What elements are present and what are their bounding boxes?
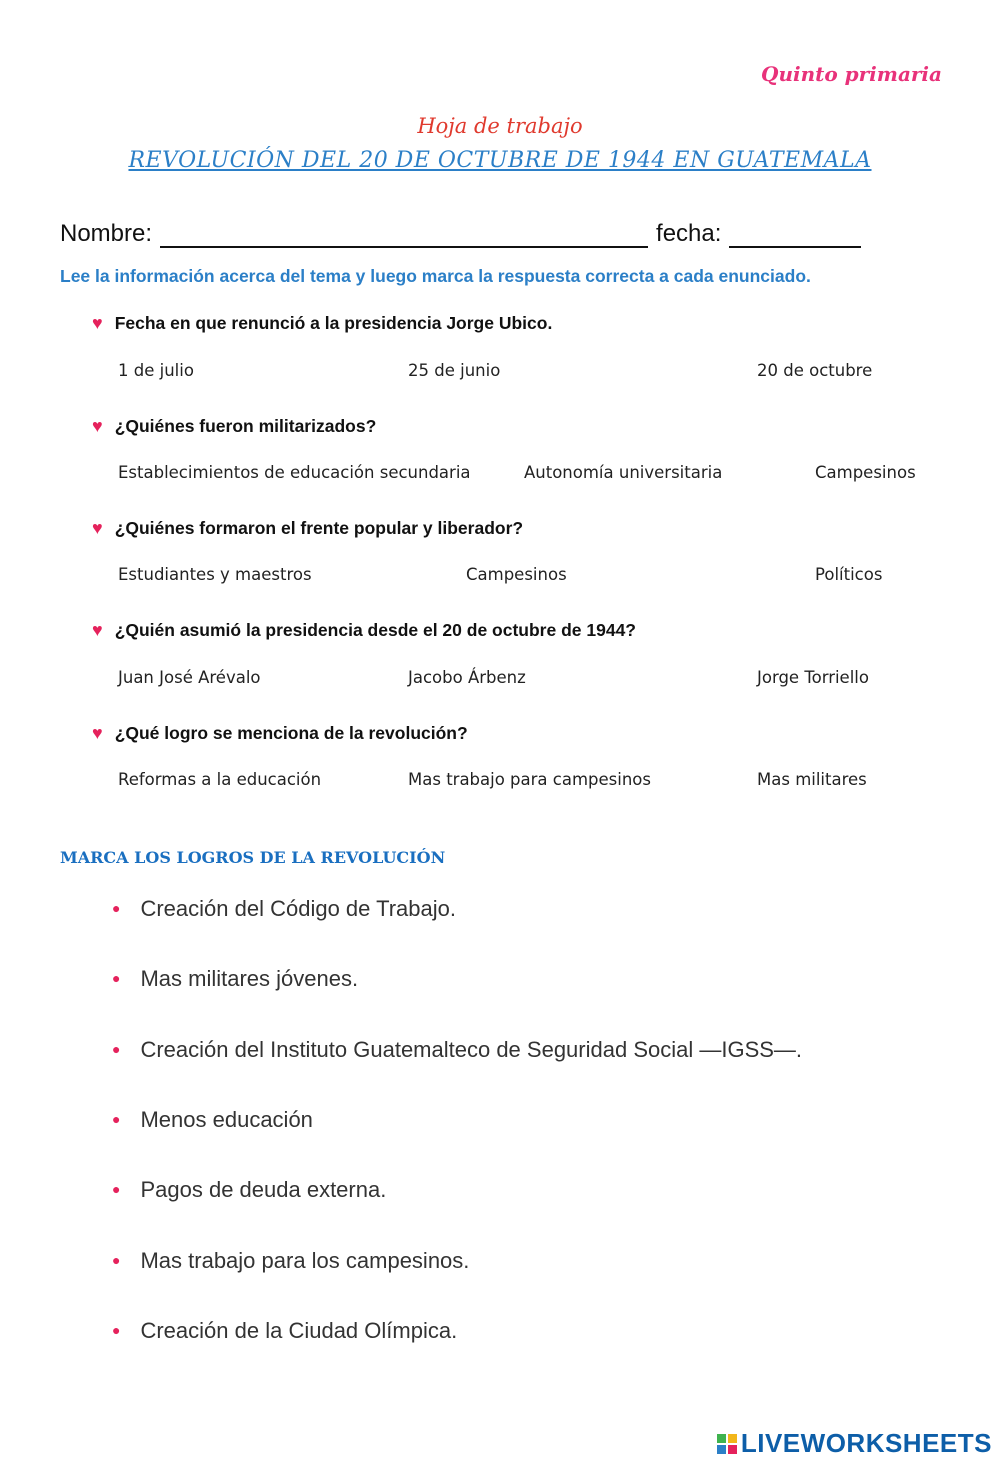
question-3	[92, 518, 523, 539]
option-4-c[interactable]: Jorge Torriello	[757, 668, 869, 687]
name-date-row	[60, 220, 869, 248]
footer-brand	[717, 1428, 992, 1459]
question-text: ¿Quiénes formaron el frente popular y liberador?	[114, 518, 524, 538]
heart-icon: ♥	[92, 313, 103, 333]
name-label: Nombre:	[60, 220, 153, 247]
achievement-item-7[interactable]	[112, 1318, 457, 1344]
heart-icon: ♥	[92, 620, 103, 640]
heart-icon: ♥	[92, 723, 103, 743]
liveworksheets-logo-icon	[717, 1434, 737, 1454]
achievement-text: Menos educación	[140, 1107, 313, 1132]
page-title: REVOLUCIÓN DEL 20 DE OCTUBRE DE 1944 EN GUATEMALA	[128, 148, 872, 173]
achievement-text: Creación del Instituto Guatemalteco de Seguridad Social —IGSS—.	[140, 1037, 803, 1062]
question-text: ¿Qué logro se menciona de la revolución?	[114, 723, 468, 743]
achievement-text: Pagos de deuda externa.	[140, 1177, 387, 1202]
option-3-b[interactable]: Campesinos	[466, 565, 567, 584]
option-3-c[interactable]: Políticos	[815, 565, 883, 584]
achievement-item-1[interactable]	[112, 896, 456, 922]
option-4-b[interactable]: Jacobo Árbenz	[408, 668, 526, 687]
option-5-b[interactable]: Mas trabajo para campesinos	[408, 770, 651, 789]
option-5-c[interactable]: Mas militares	[757, 770, 867, 789]
option-2-b[interactable]: Autonomía universitaria	[524, 463, 723, 482]
option-1-c[interactable]: 20 de octubre	[757, 361, 873, 380]
achievement-item-6[interactable]	[112, 1248, 469, 1274]
date-field[interactable]	[729, 224, 861, 248]
achievement-item-5[interactable]	[112, 1177, 386, 1203]
option-5-a[interactable]: Reformas a la educación	[118, 770, 322, 789]
name-field[interactable]	[160, 224, 648, 248]
achievement-text: Mas trabajo para los campesinos.	[140, 1248, 470, 1273]
bullet-icon: ●	[112, 1252, 121, 1268]
worksheet-subtitle: Hoja de trabajo	[417, 114, 583, 138]
question-2	[92, 416, 376, 437]
achievement-text: Creación del Código de Trabajo.	[140, 896, 456, 921]
question-5	[92, 723, 468, 744]
achievement-item-4[interactable]	[112, 1107, 313, 1133]
question-text: Fecha en que renunció a la presidencia Jorge Ubico.	[114, 313, 553, 333]
achievement-text: Creación de la Ciudad Olímpica.	[140, 1318, 458, 1343]
bullet-icon: ●	[112, 1181, 121, 1197]
option-1-a[interactable]: 1 de julio	[118, 361, 194, 380]
option-4-a[interactable]: Juan José Arévalo	[118, 668, 261, 687]
heart-icon: ♥	[92, 416, 103, 436]
option-2-a[interactable]: Establecimientos de educación secundaria	[118, 463, 471, 482]
option-3-a[interactable]: Estudiantes y maestros	[118, 565, 312, 584]
question-1	[92, 313, 552, 334]
bullet-icon: ●	[112, 1041, 121, 1057]
date-label: fecha:	[656, 220, 722, 247]
grade-label: Quinto primaria	[761, 62, 942, 86]
question-text: ¿Quiénes fueron militarizados?	[114, 416, 377, 436]
question-text: ¿Quién asumió la presidencia desde el 20 de octubre de 1944?	[114, 620, 636, 640]
achievement-item-2[interactable]	[112, 966, 358, 992]
option-2-c[interactable]: Campesinos	[815, 463, 916, 482]
bullet-icon: ●	[112, 970, 121, 986]
bullet-icon: ●	[112, 900, 121, 916]
instruction-text: Lee la información acerca del tema y luego marca la respuesta correcta a cada enunciado.	[60, 266, 811, 286]
achievement-text: Mas militares jóvenes.	[140, 966, 359, 991]
question-4	[92, 620, 636, 641]
bullet-icon: ●	[112, 1111, 121, 1127]
heart-icon: ♥	[92, 518, 103, 538]
option-1-b[interactable]: 25 de junio	[408, 361, 501, 380]
achievement-item-3[interactable]	[112, 1037, 802, 1063]
brand-name: LIVEWORKSHEETS	[740, 1428, 992, 1458]
achievements-heading: MARCA LOS LOGROS DE LA REVOLUCIÓN	[60, 848, 446, 867]
bullet-icon: ●	[112, 1322, 121, 1338]
